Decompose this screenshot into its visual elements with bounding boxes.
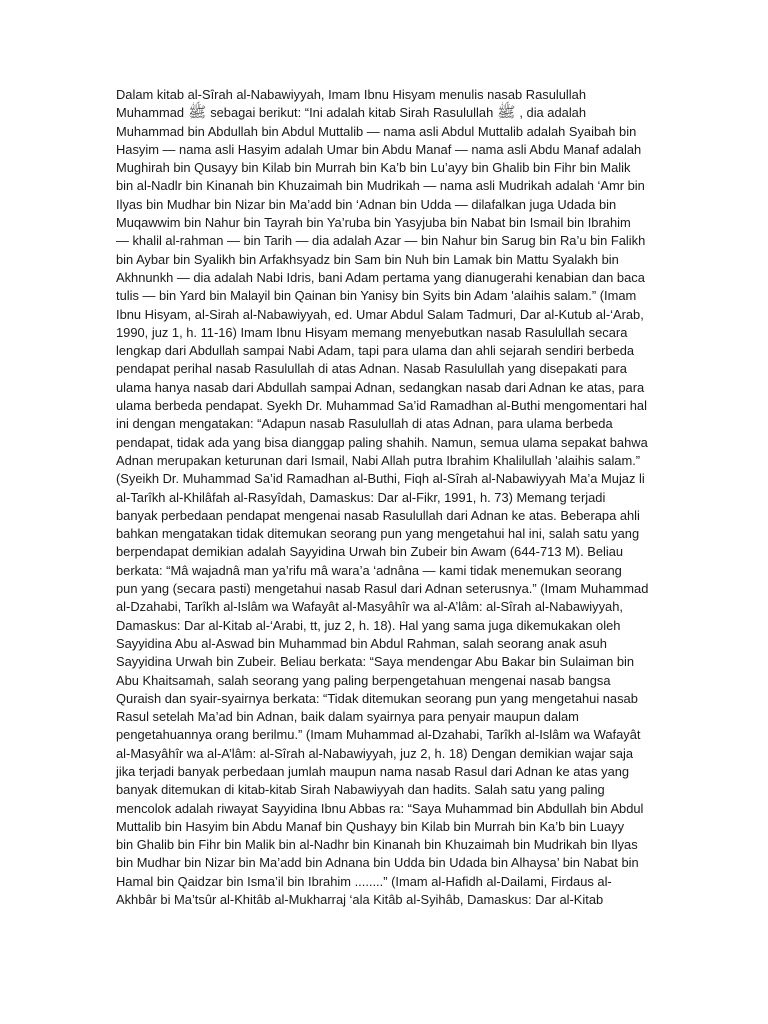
text-line: berkata: “Mâ wajadnâ man ya’rifu mâ wara’a ‘adnâna — kami tidak menemukan seorang <box>116 562 622 578</box>
text-line: berpendapat demikian adalah Sayyidina Urwah bin Zubeir bin Awam (644-713 M). Beliau <box>116 544 624 560</box>
text-line: pengetahuannya orang berilmu.” (Imam Muhammad al-Dzahabi, Tarîkh al-Islâm wa Wafayât <box>116 727 641 743</box>
document-body <box>116 86 651 909</box>
text-line: Sayyidina Urwah bin Zubeir. Beliau berkata: “Saya mendengar Abu Bakar bin Sulaiman bin <box>116 654 635 670</box>
text-line: al-Tarîkh al-Khilâfah al-Rasyîdah, Damaskus: Dar al-Fikr, 1991, h. 73) Memang terjadi <box>116 489 606 505</box>
text-line: Akhbâr bi Ma’tsûr al-Khitâb al-Mukharraj ‘ala Kitâb al-Syihâb, Damaskus: Dar al-Kitab <box>116 892 604 908</box>
salawat-glyph: ﷺ <box>188 103 207 122</box>
text-line <box>116 104 651 122</box>
text-line: Hamal bin Qaidzar bin Isma’il bin Ibrahim ........” (Imam al-Hafidh al-Dailami, Firdaus al- <box>116 873 612 889</box>
text-line: Ibnu Hisyam, al-Sirah al-Nabawiyyah, ed. Umar Abdul Salam Tadmuri, Dar al-Kutub al-‘Arab, <box>116 306 644 322</box>
text-line: Abu Khaitsamah, salah seorang yang paling berpengetahuan mengenai nasab bangsa <box>116 672 611 688</box>
text-line: Akhnunkh — dia adalah Nabi Idris, bani Adam pertama yang dianugerahi kenabian dan baca <box>116 269 645 285</box>
text-line: bahkan mengatakan tidak ditemukan seorang pun yang mengetahui hal ini, salah satu yang <box>116 526 640 542</box>
text-line: lengkap dari Abdullah sampai Nabi Adam, tapi para ulama dan ahli sejarah sendiri berbeda <box>116 343 635 359</box>
text-line: bin al-Nadlr bin Kinanah bin Khuzaimah bin Mudrikah — nama asli Mudrikah adalah ‘Amr bin <box>116 178 645 194</box>
text-line: ulama hanya nasab dari Abdullah sampai Adnan, sedangkan nasab dari Adnan ke atas, para <box>116 379 645 395</box>
text-line: mencolok adalah riwayat Sayyidina Ibnu Abbas ra: “Saya Muhammad bin Abdullah bin Abdul <box>116 800 644 816</box>
text-line: bin Mudhar bin Nizar bin Ma’add bin Adnana bin Udda bin Udada bin Alhaysa’ bin Nabat bin <box>116 855 639 871</box>
text-line: banyak ditemukan di kitab-kitab Sirah Nabawiyyah dan hadits. Salah satu yang paling <box>116 782 605 798</box>
text-line: bin Ghalib bin Fihr bin Malik bin al-Nadhr bin Kinanah bin Khuzaimah bin Mudrikah bin Ilyas <box>116 837 638 853</box>
text-line: Dalam kitab al-Sîrah al-Nabawiyyah, Imam Ibnu Hisyam menulis nasab Rasulullah <box>116 87 586 102</box>
text-line: tulis — bin Yard bin Malayil bin Qainan bin Yanisy bin Syits bin Adam 'alaihis salam.” (Imam <box>116 288 637 304</box>
text-line: banyak perbedaan pendapat mengenai nasab Rasulullah dari Adnan ke atas. Beberapa ahli <box>116 507 640 523</box>
text-fragment: sebagai berikut: “Ini adalah kitab Sirah Rasulullah <box>210 105 494 121</box>
text-line: Adnan merupakan keturunan dari Ismail, Nabi Allah putra Ibrahim Khalilullah 'alaihis salam.” <box>116 452 641 468</box>
text-line: pendapat, tidak ada yang bisa dianggap paling shahih. Namun, semua ulama sepakat bahwa <box>116 434 648 450</box>
text-line: bin Aybar bin Syalikh bin Arfakhsyadz bin Sam bin Nuh bin Lamak bin Mattu Syalakh bin <box>116 251 619 267</box>
text-line: pendapat perihal nasab Rasulullah di atas Adnan. Nasab Rasulullah yang disepakati para <box>116 361 627 377</box>
text-line: al-Dzahabi, Tarîkh al-Islâm wa Wafayât al-Masyâhîr wa al-A’lâm: al-Sîrah al-Nabawiyyah, <box>116 599 623 615</box>
text-line: al-Masyâhîr wa al-A’lâm: al-Sîrah al-Nabawiyyah, juz 2, h. 18) Dengan demikian wajar saja <box>116 745 634 761</box>
text-line: (Syeikh Dr. Muhammad Sa’id Ramadhan al-Buthi, Fiqh al-Sîrah al-Nabawiyyah Ma’a Mujaz li <box>116 471 645 487</box>
salawat-glyph: ﷺ <box>497 103 516 122</box>
text-fragment: , dia adalah <box>519 105 587 121</box>
text-line: pun yang (secara pasti) mengetahui nasab Rasul dari Adnan seterusnya.” (Imam Muhammad <box>116 581 649 597</box>
text-line: Ilyas bin Mudhar bin Nizar bin Ma’add bin ‘Adnan bin Udda — dilafalkan juga Udada bin <box>116 196 617 212</box>
text-line: Damaskus: Dar al-Kitab al-‘Arabi, tt, juz 2, h. 18). Hal yang sama juga dikemukakan oleh <box>116 617 621 633</box>
text-line: Muqawwim bin Nahur bin Tayrah bin Ya’ruba bin Yasyjuba bin Nabat bin Ismail bin Ibrahim <box>116 215 631 231</box>
text-line: Quraish dan syair-syairnya berkata: “Tidak ditemukan seorang pun yang mengetahui nasab <box>116 690 638 706</box>
text-line: Rasul setelah Ma’ad bin Adnan, baik dalam syairnya para penyair maupun dalam <box>116 709 579 725</box>
text-line: Mughirah bin Qusayy bin Kilab bin Murrah bin Ka’b bin Lu’ayy bin Ghalib bin Fihr bin Malik <box>116 160 631 176</box>
text-line: ulama berbeda pendapat. Syekh Dr. Muhammad Sa’id Ramadhan al-Buthi mengomentari hal <box>116 398 647 414</box>
text-line: Hasyim — nama asli Hasyim adalah Umar bin Abdu Manaf — nama asli Abdu Manaf adalah <box>116 141 642 157</box>
text-line: — khalil al-rahman — bin Tarih — dia adalah Azar — bin Nahur bin Sarug bin Ra’u bin Falikh <box>116 233 646 249</box>
text-line: 1990, juz 1, h. 11-16) Imam Ibnu Hisyam memang menyebutkan nasab Rasulullah secara <box>116 324 628 340</box>
text-line: jika terjadi banyak perbedaan jumlah maupun nama nasab Rasul dari Adnan ke atas yang <box>116 763 630 779</box>
text-line: Sayyidina Abu al-Aswad bin Muhammad bin Abdul Rahman, salah seorang anak asuh <box>116 635 607 651</box>
text-line: Muttalib bin Hasyim bin Abdu Manaf bin Qushayy bin Kilab bin Murrah bin Ka’b bin Luayy <box>116 818 625 834</box>
text-line: ini dengan mengatakan: “Adapun nasab Rasulullah di atas Adnan, para ulama berbeda <box>116 416 613 432</box>
text-fragment: Muhammad <box>116 105 185 121</box>
text-line: Muhammad bin Abdullah bin Abdul Muttalib — nama asli Abdul Muttalib adalah Syaibah bin <box>116 123 637 139</box>
